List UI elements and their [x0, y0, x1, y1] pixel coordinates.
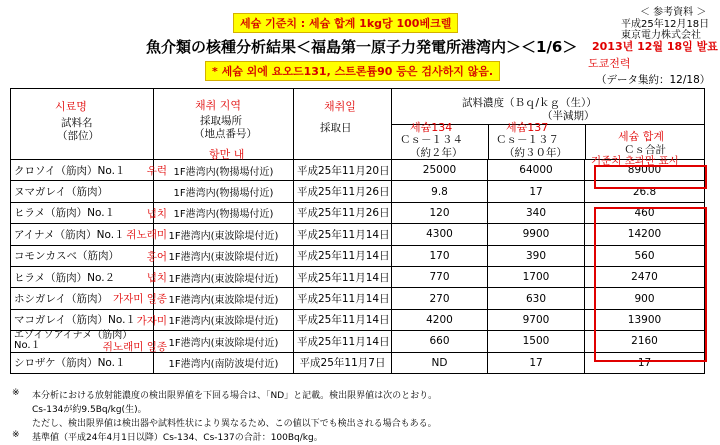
total-cell: 26.8	[585, 181, 705, 202]
total-cell: 900	[585, 288, 705, 309]
sample-name-cell	[11, 352, 154, 373]
sample-name: マコガレイ（筋肉）No.１	[14, 314, 136, 327]
sample-name-cell	[11, 309, 167, 330]
kor-fish-name: 홍어	[146, 250, 167, 263]
total-cell: 13900	[585, 309, 705, 330]
ref-label: ＜ 参考資料 ＞	[640, 7, 707, 18]
sample-name-cell	[11, 266, 167, 287]
sample-name: クロソイ（筋肉）No.１	[14, 164, 126, 177]
sample-name: エゾイソアイナメ（筋肉）	[14, 330, 133, 342]
table-header-row	[11, 89, 705, 160]
cs137-cell: 1500	[488, 331, 585, 352]
place-cell: 1F港湾内(物揚場付近)	[154, 202, 294, 223]
kor-location-label: 채취 지역	[195, 99, 242, 112]
date-label: 採取日	[320, 122, 352, 134]
date-cell: 平成25年11月14日	[294, 245, 392, 266]
kor-sample-label: 시료명	[55, 100, 87, 113]
total-cell: 17	[585, 352, 705, 373]
place-cell: 1F港湾内(南防波堤付近)	[154, 352, 294, 373]
total-cell: 460	[585, 202, 705, 223]
cs134-cell: 25000	[392, 160, 488, 181]
date-cell: 平成25年11月14日	[294, 331, 392, 352]
location-label: 採取場所	[200, 115, 242, 127]
kor-total-label: 세슘 합계	[618, 130, 665, 143]
cs134-cell: 660	[392, 331, 488, 352]
kor-fish-name: 넙치	[146, 207, 167, 220]
kor-fish-name: 넙치	[146, 271, 167, 284]
cs134-cell: 4300	[392, 224, 488, 245]
kor-date-label: 채취일	[324, 100, 356, 113]
data-collection: （データ集約：12/18）	[596, 74, 711, 86]
sample-name-line2: No.１	[14, 340, 41, 352]
exceed-highlight-box-2	[594, 207, 707, 362]
note-1b: Cs-134が約9.5Bq/kg(生)。	[32, 405, 147, 415]
kor-fish-name: 가자미	[136, 314, 167, 327]
sample-name: ホシガレイ（筋肉）	[14, 293, 108, 306]
conc-label: 試料濃度（Ｂｑ/ｋｇ（生））	[462, 97, 597, 109]
date-cell: 平成25年11月26日	[294, 181, 392, 202]
sample-name: シロザケ（筋肉）No.１	[14, 357, 126, 370]
place-cell: 1F港湾内(物揚場付近)	[154, 160, 294, 181]
location-sub-label: （地点番号）	[194, 128, 257, 140]
ref-date: 平成25年12月18日	[621, 19, 710, 30]
cs134-label: Ｃｓ－１３４	[400, 134, 463, 146]
note-mark-2: ※	[12, 430, 20, 440]
kor-fish-name: 쥐노래미 일종	[102, 341, 167, 354]
place-cell: 1F港湾内(東波除堤付近)	[154, 309, 294, 330]
cs137-label: Ｃｓ－１３７	[496, 134, 559, 146]
place-cell: 1F港湾内(東波除堤付近)	[154, 266, 294, 287]
cs134-cell: 9.8	[392, 181, 488, 202]
sample-name-cell	[11, 245, 167, 266]
part-label: （部位）	[57, 130, 99, 142]
total-cell: 2160	[585, 331, 705, 352]
sample-name-cell	[11, 224, 167, 245]
date-cell: 平成25年11月20日	[294, 160, 392, 181]
header-date	[294, 89, 392, 160]
place-cell: 1F港湾内(東波除堤付近)	[154, 288, 294, 309]
cs137-cell: 9700	[488, 309, 585, 330]
kor-announce-date: 2013년 12월 18일 발표	[592, 40, 718, 53]
kor-cs137-label: 세슘137	[506, 121, 549, 134]
sample-name: ヌマガレイ（筋肉）	[14, 186, 108, 199]
ref-company: 東京電力株式会社	[621, 30, 701, 41]
kor-note-box: * 세슘 외에 요오드131, 스트론튬90 등은 검사하지 않음.	[205, 61, 500, 81]
sample-name-cell	[11, 330, 167, 354]
note-2: 基準値（平成24年4月1日以降）Cs-134、Cs-137の合計：100Bq/kg。	[32, 433, 323, 443]
sample-name-cell	[11, 160, 167, 181]
total-cell: 89000	[585, 160, 705, 181]
half-life-label: （半減期）	[542, 110, 595, 122]
total-cell: 14200	[585, 224, 705, 245]
place-cell: 1F港湾内(東波除堤付近)	[154, 245, 294, 266]
cs137-cell: 17	[488, 352, 585, 373]
note-mark-1: ※	[12, 388, 20, 398]
kor-standard-box: 세슘 기준치 : 세슘 합계 1kg당 100베크렐	[233, 13, 458, 33]
cs134-cell: 170	[392, 245, 488, 266]
total-label: Ｃｓ合計	[624, 144, 666, 156]
date-cell: 平成25年11月14日	[294, 309, 392, 330]
cs134-cell: 270	[392, 288, 488, 309]
header-location	[154, 89, 294, 160]
kor-fish-name: 쥐노래미	[126, 229, 167, 242]
date-cell: 平成25年11月26日	[294, 202, 392, 223]
sample-name: コモンカスベ（筋肉）	[14, 250, 119, 263]
kor-company: 도쿄전력	[588, 57, 631, 70]
page-title: 魚介類の核種分析結果＜福島第一原子力発電所港湾内＞＜1/6＞	[146, 38, 578, 56]
cs137-cell: 1700	[488, 266, 585, 287]
total-cell: 2470	[585, 266, 705, 287]
cs134-cell: 770	[392, 266, 488, 287]
kor-harbor-label: 항만 내	[209, 148, 245, 161]
cs137-cell: 630	[488, 288, 585, 309]
date-cell: 平成25年11月14日	[294, 266, 392, 287]
place-cell: 1F港湾内(東波除堤付近)	[154, 331, 294, 352]
kor-fish-name: 가자미 일종	[112, 293, 167, 306]
kor-cs134-label: 세슘134	[410, 121, 453, 134]
sample-name-cell	[11, 181, 154, 202]
note-1: 本分析における放射能濃度の検出限界値を下回る場合は、「ND」と記載。検出限界値は次のとおり。	[32, 391, 438, 401]
cs134-halflife: （約２年）	[410, 147, 463, 159]
date-cell: 平成25年11月14日	[294, 224, 392, 245]
sample-name-cell	[11, 202, 167, 223]
cs134-cell: ND	[392, 352, 488, 373]
header-sample	[11, 89, 154, 160]
cs137-halflife: （約３０年）	[504, 147, 567, 159]
place-cell: 1F港湾内(東波除堤付近)	[154, 224, 294, 245]
sample-name: アイナメ（筋肉）No.１	[14, 228, 125, 241]
kor-exceed-label: 기준치 초과만 표시	[591, 155, 679, 167]
place-cell: 1F港湾内(物揚場付近)	[154, 181, 294, 202]
kor-fish-name: 우럭	[146, 165, 167, 177]
cs134-cell: 120	[392, 202, 488, 223]
sample-label: 試料名	[61, 117, 93, 129]
sample-name-cell	[11, 288, 167, 309]
cs137-cell: 390	[488, 245, 585, 266]
cs137-cell: 9900	[488, 224, 585, 245]
header-concentration	[392, 89, 705, 167]
cs137-cell: 340	[488, 202, 585, 223]
sample-name: ヒラメ（筋肉）No.１	[14, 207, 116, 220]
cs137-cell: 64000	[488, 160, 585, 181]
note-1c: ただし、検出限界値は検出器や試料性状により異なるため、この値以下でも検出される場合もある。	[32, 419, 437, 429]
total-cell: 560	[585, 245, 705, 266]
sample-name: ヒラメ（筋肉）No.２	[14, 271, 116, 284]
exceed-highlight-box-1	[594, 165, 707, 189]
cs137-cell: 17	[488, 181, 585, 202]
date-cell: 平成25年11月14日	[294, 288, 392, 309]
date-cell: 平成25年11月7日	[294, 352, 392, 373]
cs134-cell: 4200	[392, 309, 488, 330]
